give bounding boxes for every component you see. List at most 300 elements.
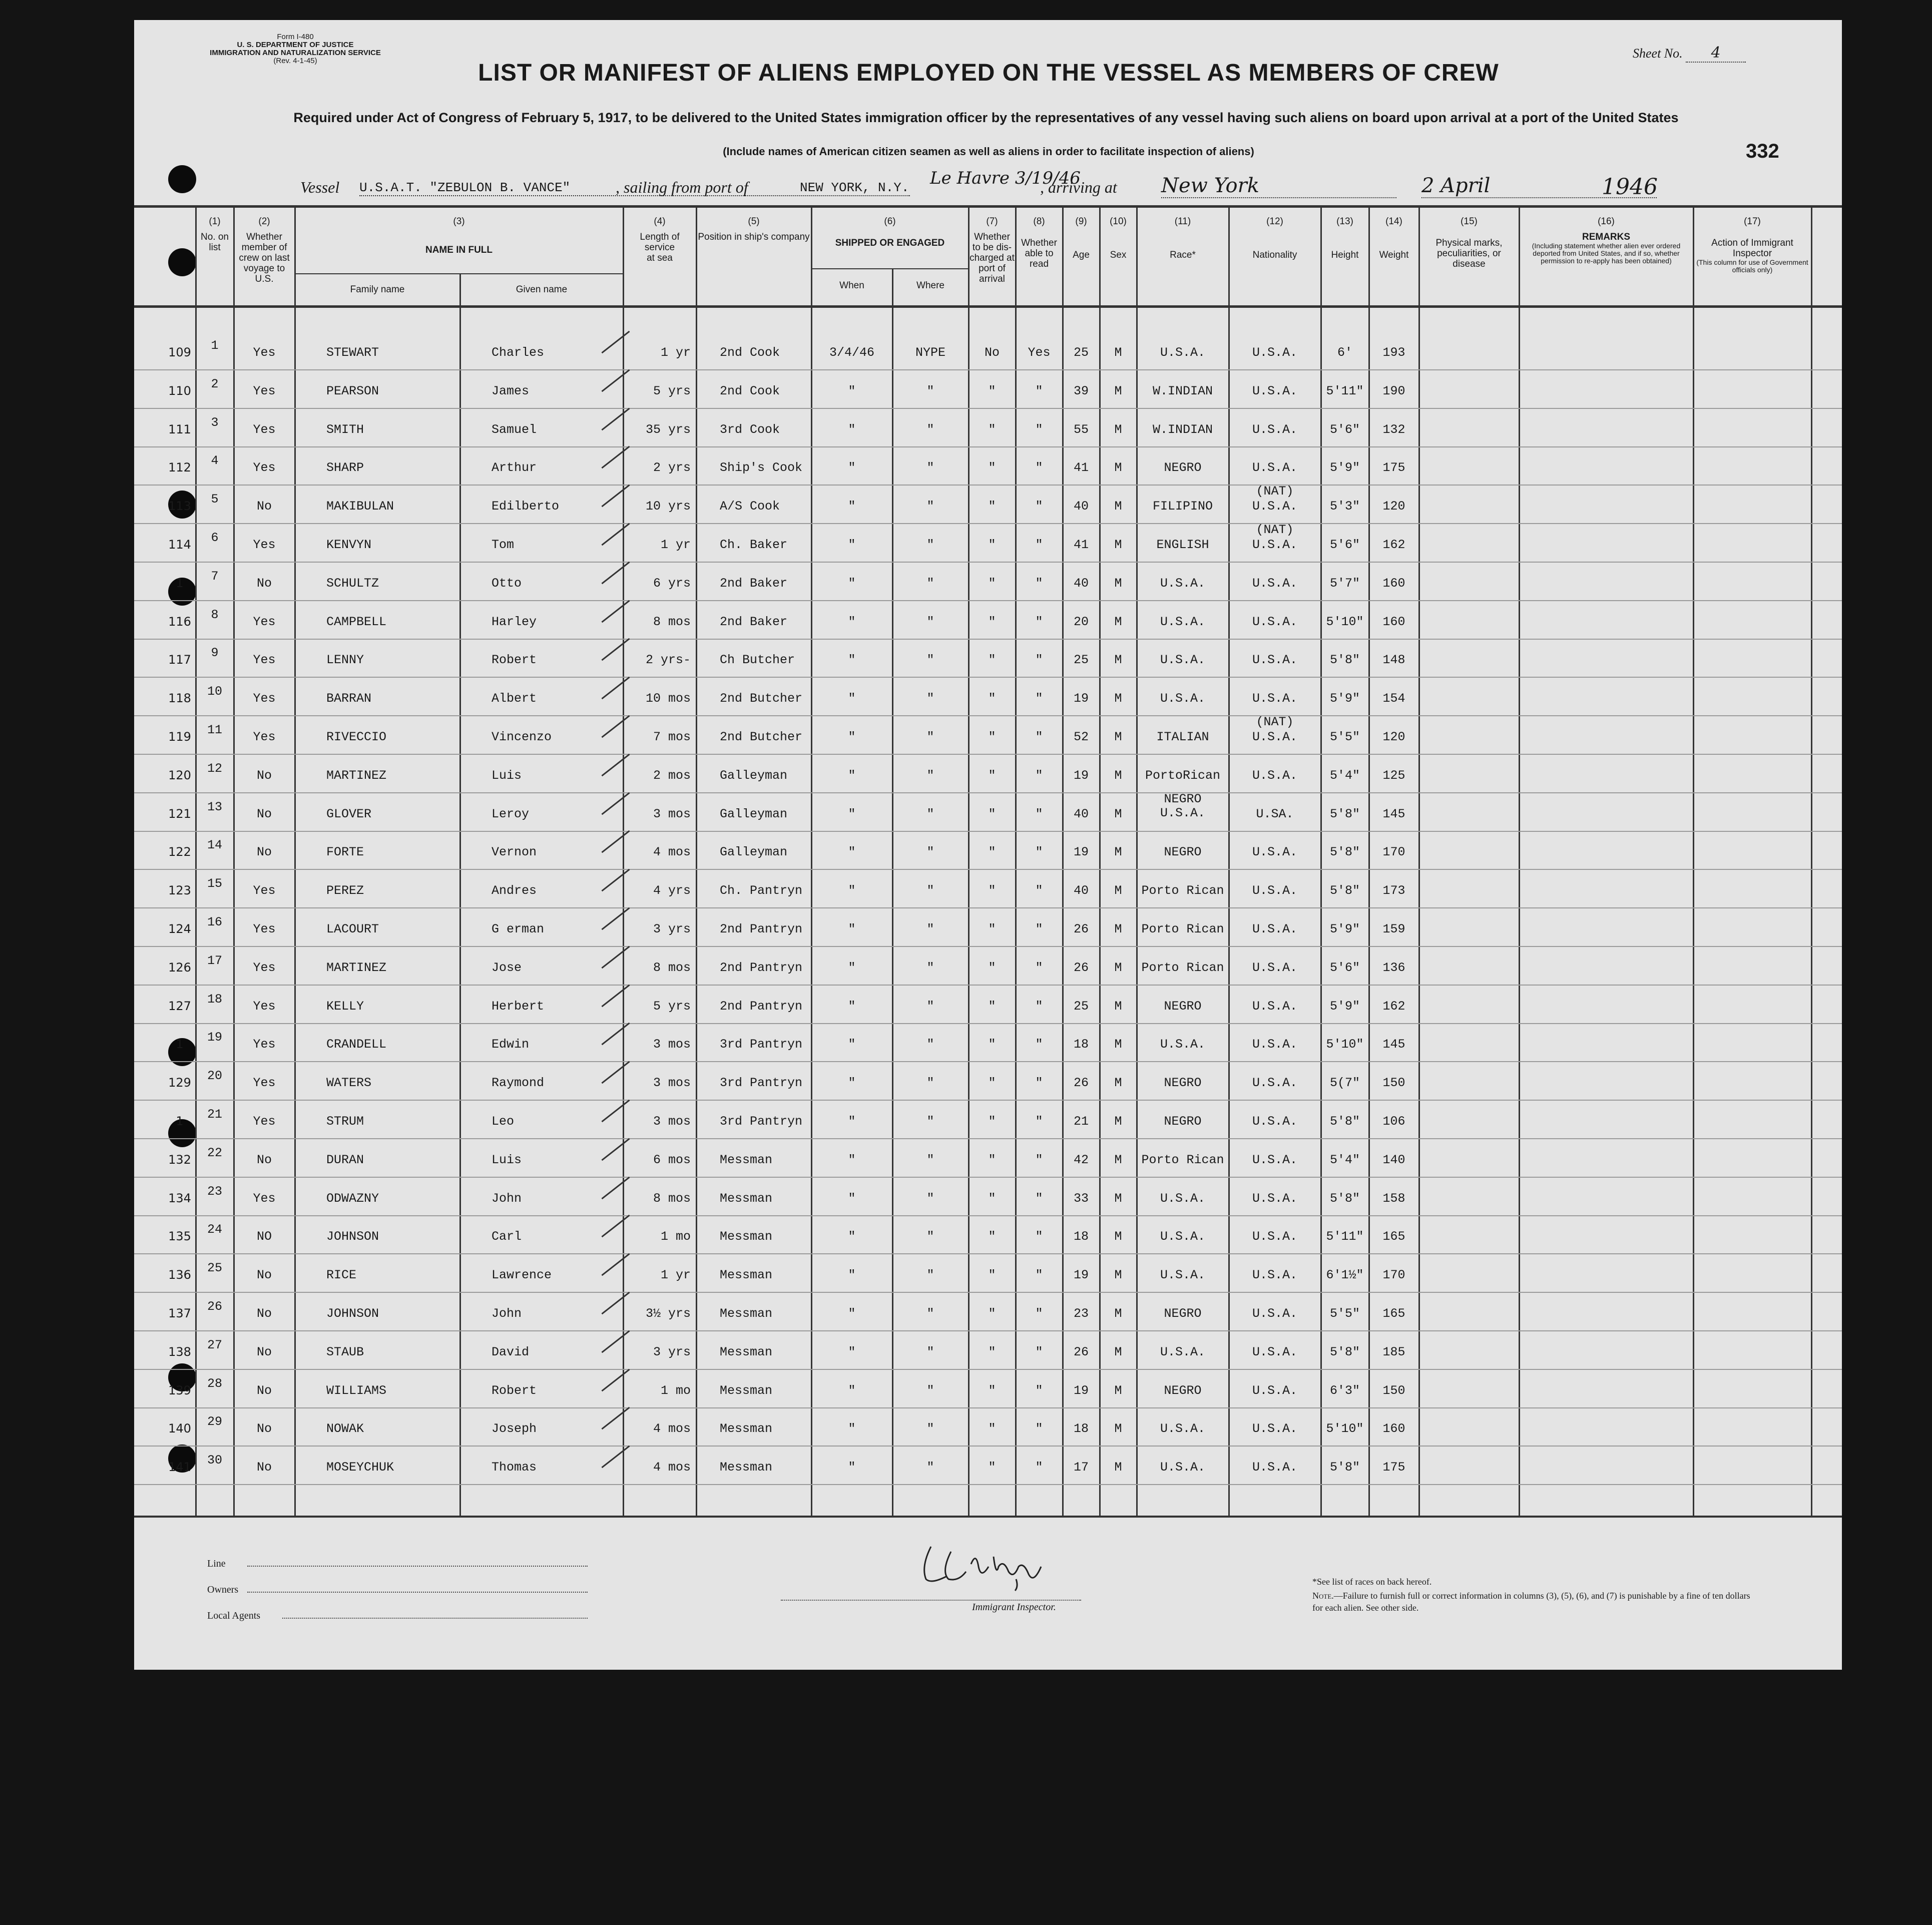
cell-sex: M bbox=[1114, 1345, 1122, 1359]
cell-race: NEGRO bbox=[1164, 460, 1202, 475]
cell-read: " bbox=[1035, 768, 1043, 783]
cell-nat: U.S.A. bbox=[1252, 460, 1297, 475]
cell-family: MAKIBULAN bbox=[326, 499, 394, 514]
cell-no: 2 bbox=[211, 377, 219, 391]
cell-weight: 173 bbox=[1382, 883, 1405, 898]
cell-position: Messman bbox=[720, 1268, 773, 1282]
cell-margin: 141 bbox=[168, 1460, 191, 1474]
vessel-label: Vessel bbox=[300, 178, 340, 196]
cell-family: LACOURT bbox=[326, 922, 379, 936]
cell-position: 3rd Pantryn bbox=[720, 1114, 803, 1129]
cell-margin: 122 bbox=[168, 845, 191, 859]
cell-position: Galleyman bbox=[720, 768, 788, 783]
cell-where: " bbox=[926, 460, 934, 475]
cell-position: Galleyman bbox=[720, 845, 788, 859]
cell-no: 16 bbox=[207, 915, 222, 929]
cell-age: 41 bbox=[1073, 538, 1089, 552]
cell-prev: No bbox=[256, 807, 272, 821]
cell-weight: 193 bbox=[1382, 345, 1405, 360]
cell-race: U.S.A. bbox=[1160, 615, 1205, 629]
cell-margin: 132 bbox=[168, 1153, 191, 1167]
arriving-label: , arriving at bbox=[1040, 178, 1117, 196]
cell-family: RICE bbox=[326, 1268, 357, 1282]
cell-nat: U.S.A. bbox=[1252, 1191, 1297, 1206]
cell-weight: 120 bbox=[1382, 499, 1405, 514]
cell-disch: " bbox=[988, 883, 996, 898]
note-label: Note. bbox=[1312, 1591, 1334, 1601]
table-row bbox=[0, 453, 1932, 499]
cell-where: " bbox=[926, 1268, 934, 1282]
cell-age: 40 bbox=[1073, 576, 1089, 591]
cell-sex: M bbox=[1114, 538, 1122, 552]
cell-service: 3½ yrs bbox=[645, 1306, 691, 1321]
cell-sex: M bbox=[1114, 499, 1122, 514]
cell-position: Messman bbox=[720, 1421, 773, 1436]
cell-sex: M bbox=[1114, 1076, 1122, 1090]
cell-disch: " bbox=[988, 807, 996, 821]
cell-weight: 145 bbox=[1382, 807, 1405, 821]
cell-no: 1 bbox=[211, 338, 219, 353]
cell-weight: 150 bbox=[1382, 1383, 1405, 1398]
cell-age: 33 bbox=[1073, 1191, 1089, 1206]
cell-height: 5'10" bbox=[1326, 615, 1364, 629]
cell-height: 5'8" bbox=[1329, 883, 1360, 898]
table-row bbox=[0, 338, 1932, 383]
col-header-7: (7) Whether to be dis-charged at port of arrival bbox=[970, 216, 1015, 284]
cell-race: Porto Rican bbox=[1141, 1153, 1224, 1167]
cell-position: 2nd Pantryn bbox=[720, 999, 803, 1014]
cell-no: 4 bbox=[211, 453, 219, 468]
cell-weight: 165 bbox=[1382, 1229, 1405, 1244]
cell-read: " bbox=[1035, 1421, 1043, 1436]
cell-disch: " bbox=[988, 1306, 996, 1321]
cell-where: " bbox=[926, 1191, 934, 1206]
cell-prev: No bbox=[256, 576, 272, 591]
cell-when: " bbox=[848, 807, 856, 821]
cell-disch: " bbox=[988, 845, 996, 859]
cell-where: " bbox=[926, 1037, 934, 1052]
table-row bbox=[0, 1261, 1932, 1306]
cell-race: U.S.A. bbox=[1160, 1229, 1205, 1244]
cell-disch: " bbox=[988, 384, 996, 398]
cell-age: 26 bbox=[1073, 960, 1089, 975]
cell-race: NEGRO bbox=[1164, 792, 1202, 806]
cell-disch: " bbox=[988, 1191, 996, 1206]
cell-age: 26 bbox=[1073, 922, 1089, 936]
remarks-note: (Including statement whether alien ever ordered deported from United States, and if so, whether permission to re-apply has been obtained) bbox=[1532, 242, 1681, 265]
cell-prev: Yes bbox=[253, 883, 276, 898]
cell-when: " bbox=[848, 1460, 856, 1475]
cell-no: 24 bbox=[207, 1222, 222, 1237]
subtitle: Required under Act of Congress of February 5, 1917, to be delivered to the United States immigration officer by the representatives of any vessel having such aliens on board upon arrival at a port of the United States bbox=[293, 110, 1679, 125]
cell-race: ENGLISH bbox=[1156, 538, 1209, 552]
cell-sex: M bbox=[1114, 1191, 1122, 1206]
cell-position: A/S Cook bbox=[720, 499, 780, 514]
cell-age: 26 bbox=[1073, 1076, 1089, 1090]
cell-given: Arthur bbox=[492, 460, 537, 475]
cell-no: 15 bbox=[207, 876, 222, 891]
cell-position: Ch Butcher bbox=[720, 653, 795, 667]
cell-margin: 121 bbox=[168, 807, 191, 821]
cell-sex: M bbox=[1114, 768, 1122, 783]
cell-nat: U.S.A. bbox=[1252, 1460, 1297, 1475]
penalty-note bbox=[1312, 1590, 1763, 1614]
table-row bbox=[0, 1184, 1932, 1229]
cell-family: MARTINEZ bbox=[326, 960, 387, 975]
cell-age: 25 bbox=[1073, 345, 1089, 360]
cell-margin: 137 bbox=[168, 1306, 191, 1320]
cell-when: " bbox=[848, 960, 856, 975]
cell-position: Messman bbox=[720, 1306, 773, 1321]
cell-no: 23 bbox=[207, 1184, 222, 1199]
note-text: —Failure to furnish full or correct information in columns (3), (5), (6), and (7) is punishable by a fine of ten dollars for each alien. See other side. bbox=[1312, 1591, 1750, 1613]
service: IMMIGRATION AND NATURALIZATION SERVICE bbox=[210, 49, 381, 57]
cell-service: 3 mos bbox=[653, 1076, 691, 1090]
cell-prev: No bbox=[256, 1306, 272, 1321]
cell-nat: U.S.A. bbox=[1252, 730, 1297, 744]
cell-read: " bbox=[1035, 384, 1043, 398]
cell-nat: U.S.A. bbox=[1252, 1229, 1297, 1244]
table-row bbox=[0, 715, 1932, 768]
cell-no: 14 bbox=[207, 838, 222, 852]
cell-family: MOSEYCHUK bbox=[326, 1460, 394, 1475]
cell-read: " bbox=[1035, 1383, 1043, 1398]
race-note: U.S.A. bbox=[1160, 806, 1205, 820]
cell-race: NEGRO bbox=[1164, 1114, 1202, 1129]
col-header-9: (9) Age bbox=[1073, 216, 1090, 260]
cell-nat: U.S.A. bbox=[1252, 960, 1297, 975]
cell-given: Thomas bbox=[492, 1460, 537, 1475]
cell-height: 5'5" bbox=[1329, 730, 1360, 744]
cell-family: WILLIAMS bbox=[326, 1383, 387, 1398]
cell-no: 21 bbox=[207, 1107, 222, 1122]
cell-height: 5'9" bbox=[1329, 922, 1360, 936]
sheet-label: Sheet No. bbox=[1633, 46, 1683, 61]
cell-given: Luis bbox=[492, 1153, 522, 1167]
cell-race: Porto Rican bbox=[1141, 922, 1224, 936]
cell-sex: M bbox=[1114, 1153, 1122, 1167]
cell-age: 55 bbox=[1073, 422, 1089, 437]
cell-position: Messman bbox=[720, 1383, 773, 1398]
cell-when: " bbox=[848, 1421, 856, 1436]
cell-service: 10 yrs bbox=[645, 499, 691, 514]
cell-sex: M bbox=[1114, 384, 1122, 398]
table-row bbox=[0, 1376, 1932, 1421]
cell-prev: Yes bbox=[253, 691, 276, 706]
table-row bbox=[0, 953, 1932, 999]
cell-margin: 140 bbox=[168, 1421, 191, 1435]
cell-nat: U.S.A. bbox=[1252, 615, 1297, 629]
cell-position: 2nd Pantryn bbox=[720, 922, 803, 936]
col-header-14: (14) Weight bbox=[1379, 216, 1409, 260]
cell-weight: 154 bbox=[1382, 691, 1405, 706]
cell-given: Leroy bbox=[492, 807, 530, 821]
cell-nat: U.S.A. bbox=[1252, 653, 1297, 667]
cell-given: Andres bbox=[492, 883, 537, 898]
cell-read: " bbox=[1035, 999, 1043, 1014]
cell-prev: NO bbox=[256, 1229, 272, 1244]
cell-no: 10 bbox=[207, 684, 222, 699]
cell-margin: 1 bbox=[176, 576, 184, 590]
cell-where: " bbox=[926, 691, 934, 706]
cell-height: 5'8" bbox=[1329, 653, 1360, 667]
cell-race: NEGRO bbox=[1164, 1383, 1202, 1398]
cell-weight: 160 bbox=[1382, 615, 1405, 629]
cell-position: Ship's Cook bbox=[720, 460, 803, 475]
cell-no: 3 bbox=[211, 415, 219, 430]
cell-nat: U.S.A. bbox=[1252, 1037, 1297, 1052]
cell-given: John bbox=[492, 1306, 522, 1321]
cell-race: NEGRO bbox=[1164, 999, 1202, 1014]
arrival-year: 1946 bbox=[1602, 174, 1658, 200]
cell-age: 42 bbox=[1073, 1153, 1089, 1167]
cell-margin: 1 bbox=[176, 1037, 184, 1051]
table-row bbox=[0, 684, 1932, 729]
cell-prev: No bbox=[256, 499, 272, 514]
header-bottom-border bbox=[134, 305, 1842, 308]
cell-weight: 159 bbox=[1382, 922, 1405, 936]
cell-height: 5'11" bbox=[1326, 1229, 1364, 1244]
cell-read: " bbox=[1035, 922, 1043, 936]
cell-prev: No bbox=[256, 1460, 272, 1475]
cell-when: " bbox=[848, 1383, 856, 1398]
port-handwritten: Le Havre 3/19/46 bbox=[930, 168, 1081, 188]
cell-given: Herbert bbox=[492, 999, 545, 1014]
cell-family: PEARSON bbox=[326, 384, 379, 398]
cell-nat: U.S.A. bbox=[1252, 922, 1297, 936]
cell-race: U.S.A. bbox=[1160, 653, 1205, 667]
cell-family: KELLY bbox=[326, 999, 364, 1014]
cell-sex: M bbox=[1114, 460, 1122, 475]
cell-where: " bbox=[926, 883, 934, 898]
cell-where: " bbox=[926, 1345, 934, 1359]
name-subheader-line bbox=[294, 273, 623, 274]
cell-read: " bbox=[1035, 1114, 1043, 1129]
cell-position: Messman bbox=[720, 1153, 773, 1167]
cell-margin: 119 bbox=[168, 730, 191, 744]
cell-family: WATERS bbox=[326, 1076, 372, 1090]
col-header-13: (13) Height bbox=[1331, 216, 1359, 260]
cell-given: Leo bbox=[492, 1114, 515, 1129]
cell-family: SMITH bbox=[326, 422, 364, 437]
cell-where: " bbox=[926, 384, 934, 398]
cell-given: G erman bbox=[492, 922, 545, 936]
cell-nat: U.S.A. bbox=[1252, 1345, 1297, 1359]
when-header: When bbox=[839, 280, 864, 291]
cell-prev: Yes bbox=[253, 1114, 276, 1129]
cell-when: " bbox=[848, 1229, 856, 1244]
cell-service: 5 yrs bbox=[653, 384, 691, 398]
cell-position: 2nd Pantryn bbox=[720, 960, 803, 975]
cell-prev: Yes bbox=[253, 999, 276, 1014]
cell-age: 40 bbox=[1073, 499, 1089, 514]
table-row bbox=[0, 838, 1932, 883]
sheet-number: 4 bbox=[1686, 44, 1746, 63]
cell-prev: No bbox=[256, 845, 272, 859]
cell-service: 7 mos bbox=[653, 730, 691, 744]
cell-prev: Yes bbox=[253, 615, 276, 629]
cell-height: 5'9" bbox=[1329, 999, 1360, 1014]
cell-race: U.S.A. bbox=[1160, 691, 1205, 706]
cell-age: 18 bbox=[1073, 1037, 1089, 1052]
cell-no: 8 bbox=[211, 608, 219, 622]
cell-position: Galleyman bbox=[720, 807, 788, 821]
cell-prev: Yes bbox=[253, 1191, 276, 1206]
table-row bbox=[0, 569, 1932, 614]
page-number: 332 bbox=[1746, 140, 1779, 162]
cell-prev: No bbox=[256, 1383, 272, 1398]
table-row bbox=[0, 1414, 1932, 1460]
table-row bbox=[0, 876, 1932, 921]
cell-read: " bbox=[1035, 499, 1043, 514]
cell-family: JOHNSON bbox=[326, 1229, 379, 1244]
cell-race: U.S.A. bbox=[1160, 1037, 1205, 1052]
col-header-17: (17) Action of Immigrant Inspector (This column for use of Government officials only) bbox=[1694, 216, 1811, 274]
cell-position: Ch. Pantryn bbox=[720, 883, 803, 898]
col-header-4: (4) Length of service at sea bbox=[640, 216, 680, 263]
cell-nat: U.S.A. bbox=[1252, 1383, 1297, 1398]
cell-height: 5'8" bbox=[1329, 1460, 1360, 1475]
cell-where: " bbox=[926, 730, 934, 744]
cell-race: U.S.A. bbox=[1160, 1421, 1205, 1436]
cell-age: 21 bbox=[1073, 1114, 1089, 1129]
cell-weight: 158 bbox=[1382, 1191, 1405, 1206]
cell-prev: Yes bbox=[253, 1037, 276, 1052]
nationality-note: (NAT) bbox=[1256, 484, 1294, 499]
cell-prev: Yes bbox=[253, 730, 276, 744]
cell-age: 25 bbox=[1073, 999, 1089, 1014]
cell-height: 6'3" bbox=[1329, 1383, 1360, 1398]
cell-given: Joseph bbox=[492, 1421, 537, 1436]
col-header-15: (15) Physical marks, peculiarities, or disease bbox=[1435, 216, 1503, 269]
cell-where: " bbox=[926, 1229, 934, 1244]
owners-label: Owners bbox=[207, 1584, 239, 1595]
cell-service: 4 yrs bbox=[653, 883, 691, 898]
cell-disch: " bbox=[988, 960, 996, 975]
vessel-name: U.S.A.T. "ZEBULON B. VANCE" bbox=[359, 180, 910, 196]
nationality-note: (NAT) bbox=[1256, 715, 1294, 729]
cell-read: " bbox=[1035, 1268, 1043, 1282]
cell-no: 11 bbox=[207, 723, 222, 737]
cell-weight: 125 bbox=[1382, 768, 1405, 783]
cell-when: " bbox=[848, 922, 856, 936]
cell-weight: 120 bbox=[1382, 730, 1405, 744]
table-row bbox=[0, 915, 1932, 960]
cell-weight: 160 bbox=[1382, 1421, 1405, 1436]
cell-margin: 127 bbox=[168, 999, 191, 1013]
cell-nat: U.S.A. bbox=[1252, 384, 1297, 398]
cell-given: Vernon bbox=[492, 845, 537, 859]
cell-weight: 132 bbox=[1382, 422, 1405, 437]
cell-sex: M bbox=[1114, 1268, 1122, 1282]
cell-service: 3 mos bbox=[653, 1037, 691, 1052]
cell-weight: 190 bbox=[1382, 384, 1405, 398]
table-row bbox=[0, 415, 1932, 460]
cell-service: 10 mos bbox=[645, 691, 691, 706]
cell-disch: " bbox=[988, 1421, 996, 1436]
cell-sex: M bbox=[1114, 691, 1122, 706]
cell-margin: 1 bbox=[176, 1114, 184, 1128]
cell-family: ODWAZNY bbox=[326, 1191, 379, 1206]
cell-weight: 170 bbox=[1382, 845, 1405, 859]
cell-given: Edwin bbox=[492, 1037, 530, 1052]
cell-where: " bbox=[926, 576, 934, 591]
cell-read: " bbox=[1035, 1345, 1043, 1359]
cell-margin: 112 bbox=[168, 460, 191, 474]
cell-nat: U.S.A. bbox=[1252, 768, 1297, 783]
col-header-2: (2) Whether member of crew on last voyage to U.S. bbox=[239, 216, 290, 284]
family-name-header: Family name bbox=[350, 284, 405, 295]
table-row bbox=[0, 1338, 1932, 1383]
cell-disch: " bbox=[988, 922, 996, 936]
cell-sex: M bbox=[1114, 1114, 1122, 1129]
cell-race: Porto Rican bbox=[1141, 883, 1224, 898]
cell-age: 19 bbox=[1073, 691, 1089, 706]
cell-family: GLOVER bbox=[326, 807, 372, 821]
cell-read: " bbox=[1035, 422, 1043, 437]
cell-height: 6' bbox=[1337, 345, 1352, 360]
col-header-5: (5) Position in ship's company bbox=[698, 216, 810, 242]
cell-family: BARRAN bbox=[326, 691, 372, 706]
cell-height: 5'7" bbox=[1329, 576, 1360, 591]
cell-disch: " bbox=[988, 422, 996, 437]
punch-hole bbox=[168, 165, 196, 193]
cell-when: " bbox=[848, 768, 856, 783]
races-note: *See list of races on back hereof. bbox=[1312, 1577, 1432, 1587]
inspector-signature bbox=[911, 1537, 1091, 1592]
line-label: Line bbox=[207, 1558, 226, 1569]
cell-nat: U.S.A. bbox=[1252, 576, 1297, 591]
cell-read: " bbox=[1035, 576, 1043, 591]
sailing-label: , sailing from port of bbox=[616, 178, 748, 196]
cell-age: 18 bbox=[1073, 1229, 1089, 1244]
cell-prev: No bbox=[256, 1345, 272, 1359]
cell-where: " bbox=[926, 1383, 934, 1398]
punch-hole bbox=[168, 248, 196, 276]
cell-where: " bbox=[926, 1076, 934, 1090]
cell-height: 5'6" bbox=[1329, 538, 1360, 552]
cell-where: " bbox=[926, 960, 934, 975]
col-header-3: (3) NAME IN FULL bbox=[425, 216, 493, 255]
cell-position: 3rd Pantryn bbox=[720, 1037, 803, 1052]
cell-position: 2nd Butcher bbox=[720, 691, 803, 706]
cell-weight: 106 bbox=[1382, 1114, 1405, 1129]
cell-disch: " bbox=[988, 1076, 996, 1090]
cell-read: " bbox=[1035, 615, 1043, 629]
cell-sex: M bbox=[1114, 653, 1122, 667]
cell-age: 20 bbox=[1073, 615, 1089, 629]
cell-where: " bbox=[926, 845, 934, 859]
cell-height: 5(7" bbox=[1329, 1076, 1360, 1090]
cell-when: " bbox=[848, 1268, 856, 1282]
vessel-line bbox=[300, 168, 1682, 200]
cell-where: " bbox=[926, 1306, 934, 1321]
cell-disch: " bbox=[988, 691, 996, 706]
cell-service: 1 yr bbox=[660, 1268, 691, 1282]
col-header-11: (11) Race* bbox=[1170, 216, 1196, 260]
cell-no: 22 bbox=[207, 1146, 222, 1160]
cell-disch: " bbox=[988, 576, 996, 591]
cell-height: 5'4" bbox=[1329, 1153, 1360, 1167]
cell-where: " bbox=[926, 1153, 934, 1167]
cell-when: " bbox=[848, 422, 856, 437]
cell-height: 5'9" bbox=[1329, 691, 1360, 706]
cell-height: 5'8" bbox=[1329, 1114, 1360, 1129]
cell-age: 18 bbox=[1073, 1421, 1089, 1436]
signature-line bbox=[781, 1600, 1081, 1601]
cell-no: 17 bbox=[207, 953, 222, 968]
cell-height: 5'11" bbox=[1326, 384, 1364, 398]
